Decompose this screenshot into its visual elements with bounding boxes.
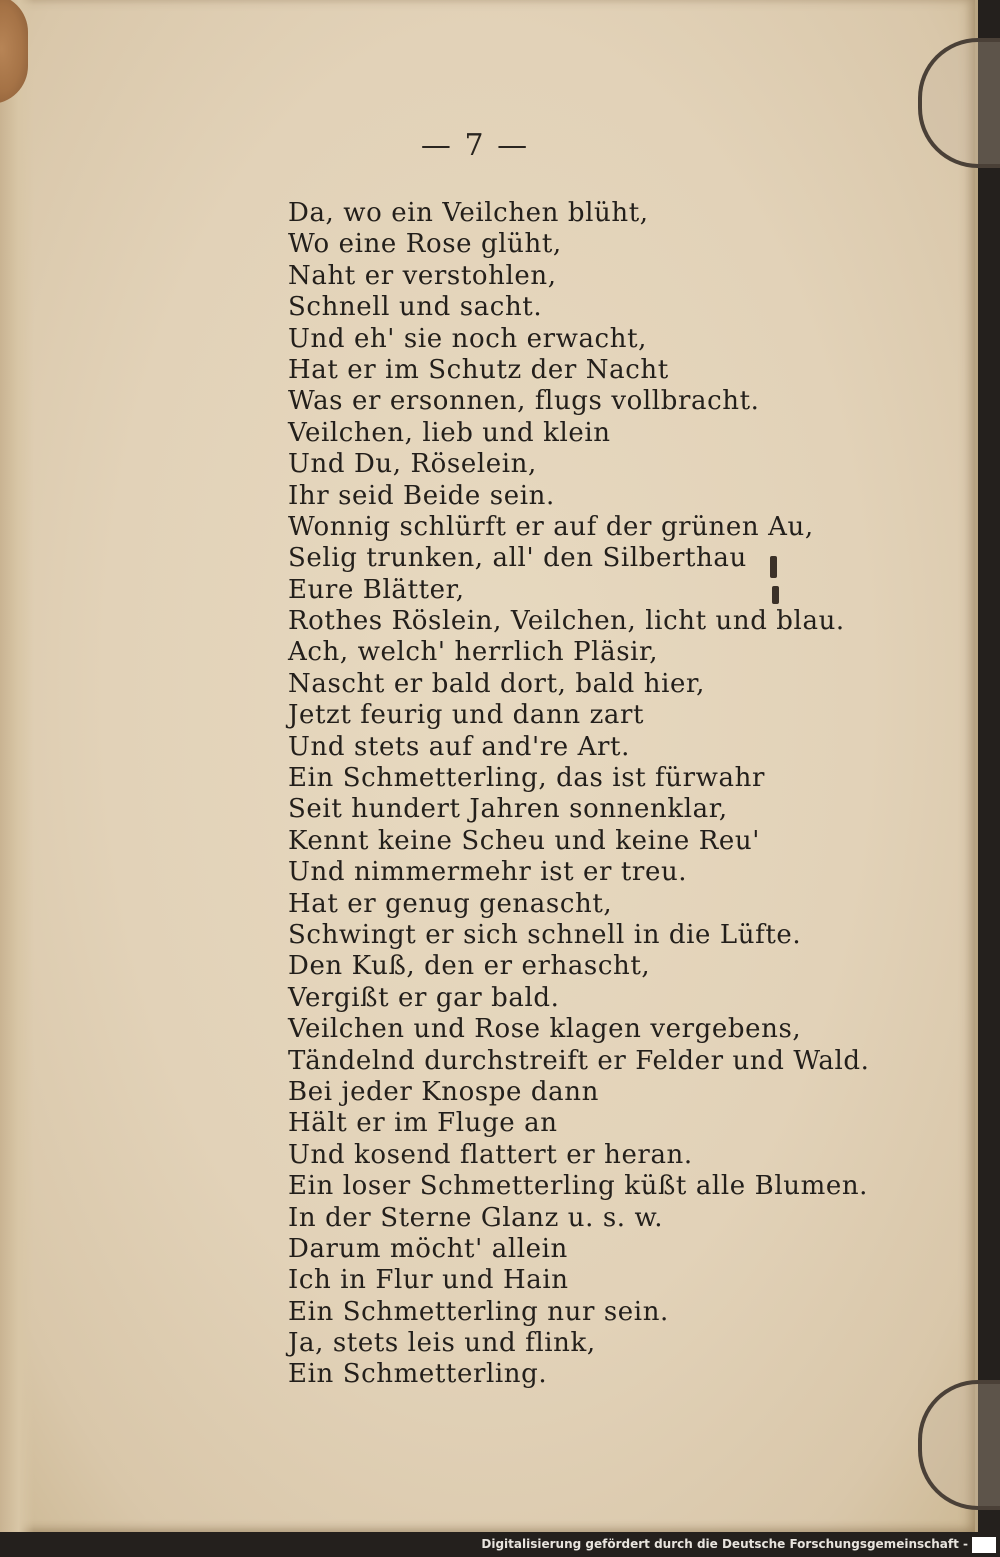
- poem-line: Hält er im Fluge an: [288, 1108, 558, 1139]
- margin-ink-mark: [770, 556, 777, 578]
- poem-line: Und nimmermehr ist er treu.: [288, 857, 688, 888]
- poem-line: Nascht er bald dort, bald hier,: [288, 668, 706, 699]
- poem-text: [288, 198, 870, 1391]
- poem-line: Hat er genug genascht,: [288, 888, 613, 919]
- poem-line: Schwingt er sich schnell in die Lüfte.: [288, 919, 802, 950]
- page-binding-edge: [0, 0, 34, 1532]
- poem-line: Und stets auf and're Art.: [288, 731, 630, 762]
- poem-line: Wo eine Rose glüht,: [288, 229, 562, 260]
- poem-line: Ich in Flur und Hain: [288, 1265, 569, 1296]
- page-number: — 7 —: [420, 128, 530, 163]
- poem-line: Was er ersonnen, flugs vollbracht.: [288, 386, 760, 417]
- poem-line: Seit hundert Jahren sonnenklar,: [288, 794, 728, 825]
- poem-line: Tändelnd durchstreift er Felder und Wald.: [288, 1045, 870, 1076]
- poem-line: Ein loser Schmetterling küßt alle Blumen.: [288, 1171, 869, 1202]
- poem-line: Und kosend flattert er heran.: [288, 1139, 693, 1170]
- poem-line: Da, wo ein Veilchen blüht,: [288, 198, 649, 228]
- poem-line: Wonnig schlürft er auf der grünen Au,: [288, 511, 814, 542]
- digitization-credit: Digitalisierung gefördert durch die Deutsche Forschungsgemeinschaft -: [481, 1537, 968, 1551]
- poem-line: Rothes Röslein, Veilchen, licht und blau.: [288, 606, 845, 637]
- poem-line: Darum möcht' allein: [288, 1233, 568, 1264]
- poem-line: Vergißt er gar bald.: [288, 982, 560, 1013]
- poem-line: Den Kuß, den er erhascht,: [288, 951, 651, 982]
- poem-line: Bei jeder Knospe dann: [288, 1076, 599, 1107]
- poem-line: Ihr seid Beide sein.: [288, 480, 555, 511]
- margin-ink-mark: [772, 586, 779, 604]
- poem-line: Naht er verstohlen,: [288, 260, 557, 291]
- poem-line: Und Du, Röselein,: [288, 449, 537, 480]
- poem-line: Kennt keine Scheu und keine Reu': [288, 825, 760, 856]
- poem-line: Selig trunken, all' den Silberthau: [288, 543, 747, 574]
- poem-line: Und eh' sie noch erwacht,: [288, 323, 647, 354]
- poem-line: Ein Schmetterling nur sein.: [288, 1296, 669, 1327]
- poem-line: Jetzt feurig und dann zart: [288, 700, 645, 731]
- poem-line: Ja, stets leis und flink,: [288, 1328, 596, 1359]
- poem-line: Schnell und sacht.: [288, 292, 543, 323]
- poem-line: Hat er im Schutz der Nacht: [288, 354, 669, 385]
- poem-line: Veilchen, lieb und klein: [288, 417, 611, 448]
- poem-line: Ach, welch' herrlich Pläsir,: [288, 637, 659, 668]
- poem-line: In der Sterne Glanz u. s. w.: [288, 1202, 664, 1233]
- poem-line: Ein Schmetterling.: [288, 1359, 548, 1390]
- dfg-logo: [972, 1537, 996, 1553]
- poem-line: Veilchen und Rose klagen vergebens,: [288, 1014, 802, 1045]
- poem-line: Ein Schmetterling, das ist fürwahr: [288, 763, 765, 794]
- poem-line: Eure Blätter,: [288, 574, 465, 605]
